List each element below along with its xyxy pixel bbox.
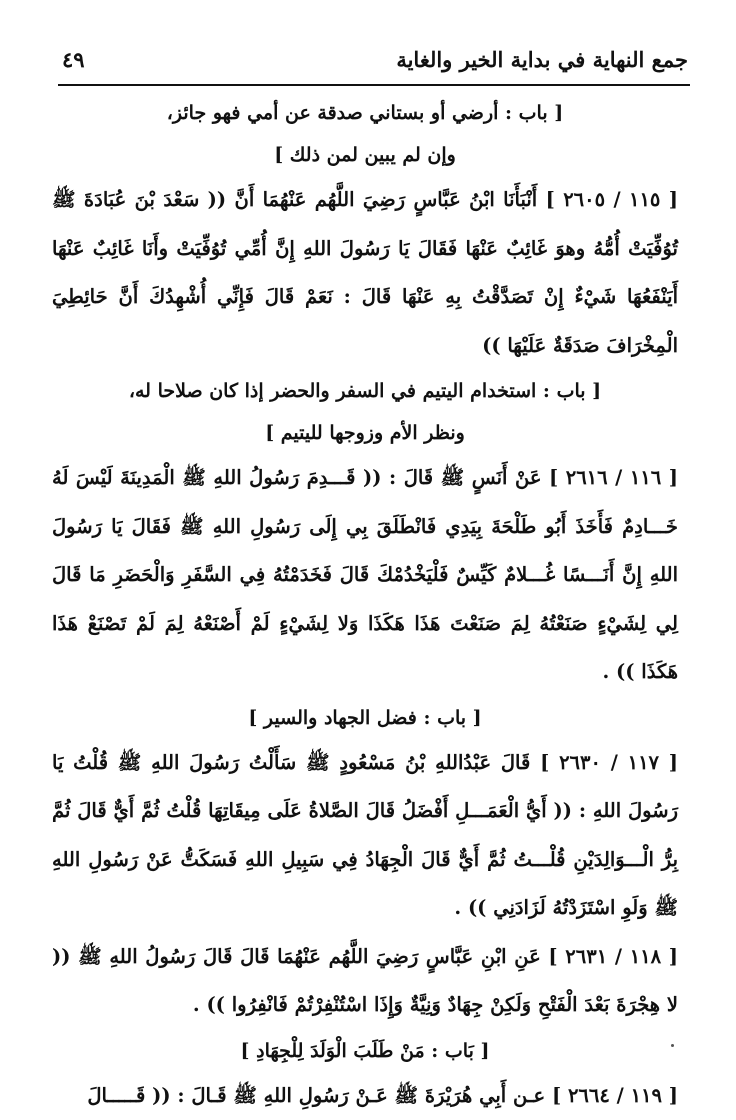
hadith-paragraph: [ ١١٦ / ٢٦١٦ ] عَنْ أَنَسٍ ﷺ قَالَ : (( قَـــدِمَ رَسُولُ اللهِ ﷺ الْمَدِينَةَ لَيْسَ لَهُ خَـــادِمٌ فَأَخَذَ أَبُو طَلْحَةَ بِيَدِي فَانْطَلَقَ بِي إِلَى رَسُولِ اللهِ ﷺ فَقَالَ يَا رَسُولَ اللهِ إِنَّ أَنَـــسًا غُـــلامٌ كَيِّسٌ فَلْيَخْدُمْكَ قَالَ فَخَدَمْتُهُ فِي السَّفَرِ وَالْحَضَرِ مَا قَالَ لِي لِشَيْءٍ صَنَعْتُهُ لِمَ صَنَعْتَ هَذَا هَكَذَا وَلا لِشَيْءٍ لَمْ أَصْنَعْهُ لِمَ لَمْ تَصْنَعْ هَذَا هَكَذَا )) .: [52, 454, 678, 697]
hadith-paragraph: [ ١١٧ / ٢٦٣٠ ] قَالَ عَبْدُاللهِ بْنُ مَسْعُودٍ ﷺ سَأَلْتُ رَسُولَ اللهِ ﷺ قُلْتُ يَا رَسُولَ اللهِ : (( أَيُّ الْعَمَـــلِ أَفْضَلُ قَالَ الصَّلاةُ عَلَى مِيقَاتِهَا قُلْتُ ثُمَّ أَيٌّ قَالَ ثُمَّ بِرُّ الْـــوَالِدَيْنِ قُلْـــتُ ثُمَّ أَيٌّ قَالَ الْجِهَادُ فِي سَبِيلِ اللهِ فَسَكَتُّ عَنْ رَسُولِ اللهِ ﷺ وَلَوِ اسْتَزَدْتُهُ لَزَادَنِي )) .: [52, 739, 678, 933]
heading-line: وإن لم يبين لمن ذلك ]: [52, 134, 678, 176]
heading-line: [ باب : فضل الجهاد والسير ]: [52, 697, 678, 739]
chapter-heading: [52, 370, 678, 454]
heading-line: [ بَاب : مَنْ طَلَبَ الْوَلَدَ لِلْجِهَادِ ]: [52, 1030, 678, 1072]
hadith-paragraph: [ ١١٩ / ٢٦٦٤ ] عـن أَبِي هُرَيْرَةَ ﷺ عَـنْ رَسُولِ اللهِ ﷺ قَـالَ : (( قَـــــالَ: [52, 1072, 678, 1120]
page-dot: [671, 1044, 674, 1047]
running-title: جمع النهاية في بداية الخير والغاية: [396, 47, 688, 72]
chapter-heading: [52, 92, 678, 176]
chapter-heading: [52, 697, 678, 739]
heading-line: [ باب : أرضي أو بستاني صدقة عن أمي فهو جائز،: [52, 92, 678, 134]
heading-line: ونظر الأم وزوجها لليتيم ]: [52, 412, 678, 454]
page-number: ٤٩: [62, 47, 85, 72]
hadith-paragraph: [ ١١٨ / ٢٦٣١ ] عَنِ ابْنِ عَبَّاسٍ رَضِيَ اللَّهُم عَنْهُمَا قَالَ قَالَ رَسُولُ اللهِ ﷺ (( لا هِجْرَةَ بَعْدَ الْفَتْحِ وَلَكِنْ جِهَادٌ وَنِيَّةٌ وَإِذَا اسْتُنْفِرْتُمْ فَانْفِرُوا )) .: [52, 933, 678, 1030]
page-body: [52, 92, 678, 1120]
chapter-heading: [52, 1030, 678, 1072]
heading-line: [ باب : استخدام اليتيم في السفر والحضر إذا كان صلاحا له،: [52, 370, 678, 412]
page-header: [62, 38, 688, 80]
header-rule: [58, 84, 690, 86]
hadith-paragraph: [ ١١٥ / ٢٦٠٥ ] أَنْبَأَنَا ابْنُ عَبَّاسٍ رَضِيَ اللَّهُم عَنْهُمَا أَنَّ (( سَعْدَ بْنَ عُبَادَةَ ﷺ تُوُفِّيَتْ أُمُّهُ وهوَ غَائِبٌ عَنْهَا فَقَالَ يَا رَسُولَ اللهِ إِنَّ أُمِّي تُوُفِّيَتْ وأَنَا غَائِبٌ عَنْهَا أَيَنْفَعُهَا شَيْءٌ إِنْ تَصَدَّقْتُ بِهِ عَنْهَا قَالَ : نَعَمْ قَالَ فَإِنِّي أُشْهِدُكَ أَنَّ حَائِطِيَ الْمِخْرَافَ صَدَقَةٌ عَلَيْهَا )): [52, 176, 678, 370]
